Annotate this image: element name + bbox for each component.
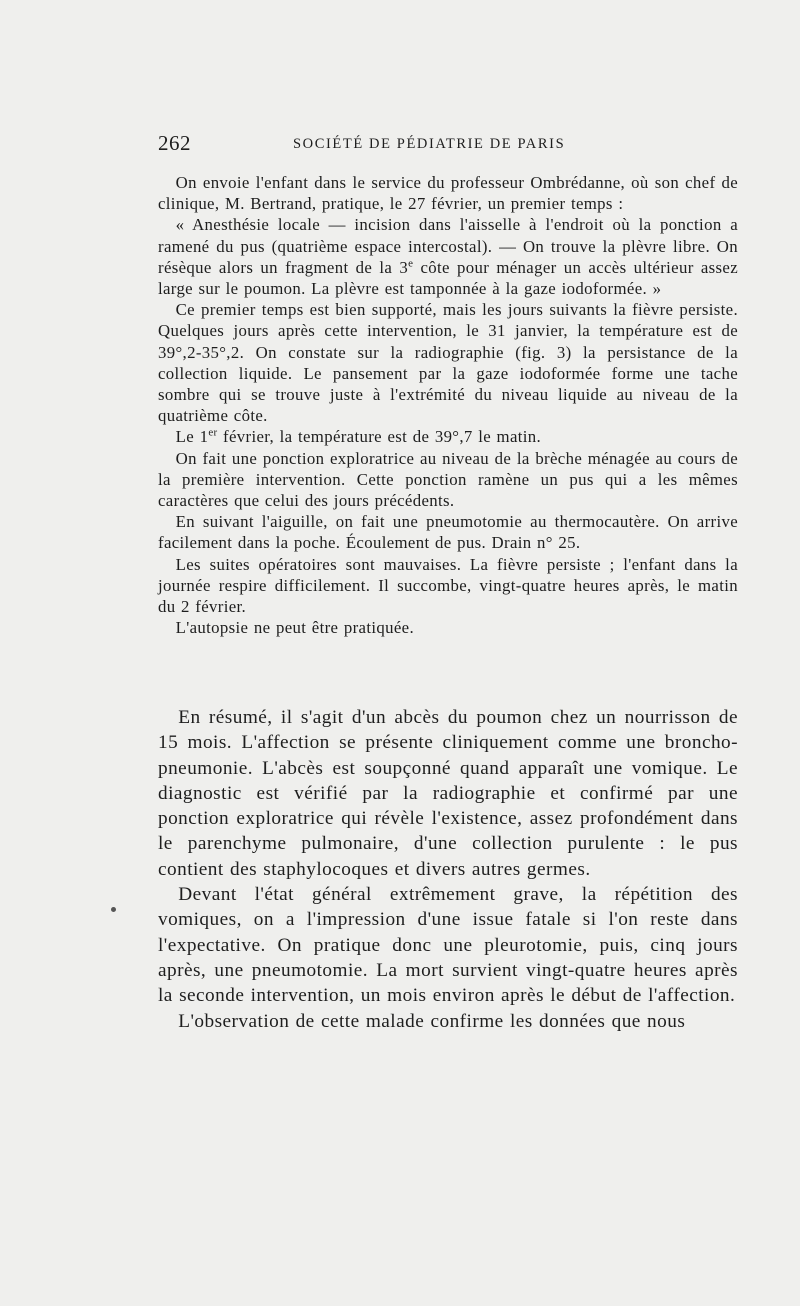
observation-paragraph: On fait une ponction exploratrice au niveau de la brèche ménagée au cours de la première intervention. Cette ponction ramène un pus qui a les mêmes caractères que celui des jours précédents. — [158, 448, 738, 511]
margin-dot — [111, 907, 116, 912]
observation-paragraph: En suivant l'aiguille, on fait une pneumotomie au thermocautère. On arrive facilement dans la poche. Écoulement de pus. Drain n° 25. — [158, 512, 738, 553]
observation-paragraph: On envoie l'enfant dans le service du professeur Ombrédanne, où son chef de clinique, M. Bertrand, pratique, le 27 février, un premier temps : — [158, 173, 738, 214]
summary-paragraph: Devant l'état général extrêmement grave, la répétition des vomiques, on a l'impression d'une issue fatale si l'on reste dans l'expectative. On pratique donc une pleurotomie, puis, cinq jours après, une pneumotomie. La mort survient vingt-quatre heures après la seconde intervention, un mois environ après le début de l'affection. — [158, 884, 738, 1007]
journal-title: SOCIÉTÉ DE PÉDIATRIE DE PARIS — [293, 136, 566, 152]
running-head — [158, 130, 738, 156]
page-number: 262 — [158, 131, 191, 155]
summary-paragraph: En résumé, il s'agit d'un abcès du poumon chez un nourrisson de 15 mois. L'affection se présente cliniquement comme une broncho-pneumonie. L'abcès est soupçonné quand apparaît une vomique. Le diagnostic est vérifié par la radiographie et confirmé par une ponction exploratrice qui révèle l'existence, assez profondément dans le parenchyme pulmonaire, d'une collection purulente : le pus contient des staphylocoques et divers autres germes. — [158, 707, 738, 880]
observation-text — [158, 172, 738, 638]
ordinal-superscript: er — [208, 426, 218, 439]
observation-paragraph: Les suites opératoires sont mauvaises. La fièvre persiste ; l'enfant dans la journée respire difficilement. Il succombe, vingt-quatre heures après, le matin du 2 février. — [158, 554, 738, 617]
observation-paragraph: Le 1er février, la température est de 39°,7 le matin. — [175, 426, 542, 447]
observation-paragraph: Ce premier temps est bien supporté, mais les jours suivants la fièvre persiste. Quelques jours après cette intervention, le 31 janvier, la température est de 39°,2-35°,2. On constate sur la radiographie (fig. 3) la persistance de la collection liquide. Le pansement par la gaze iodoformée forme une tache sombre qui se trouve juste à l'extrémité du niveau liquide au niveau de la quatrième côte. — [158, 300, 738, 426]
observation-paragraph: L'autopsie ne peut être pratiquée. — [175, 618, 415, 638]
observation-quote: « Anesthésie locale — incision dans l'aisselle à l'endroit où la ponction a ramené du pus (quatrième espace intercostal). — On trouve la plèvre libre. On résèque alors un fragment de la 3e côte pour ménager un accès ultérieur assez large sur le poumon. La plèvre est tamponnée à la gaze iodoformée. » — [158, 215, 738, 299]
summary-paragraph: L'observation de cette malade confirme les données que nous — [178, 1010, 686, 1032]
summary-text — [158, 705, 738, 1034]
ordinal-superscript: e — [408, 257, 414, 270]
